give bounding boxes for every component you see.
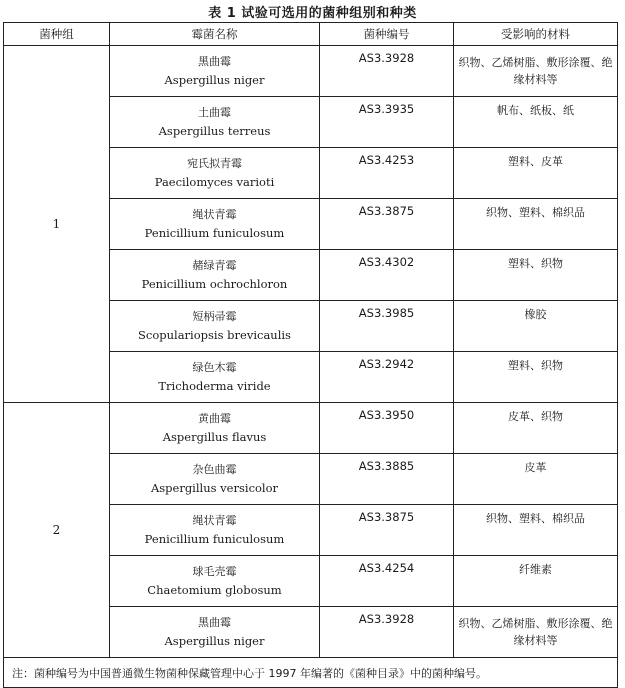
group-label: 2 xyxy=(4,403,110,658)
header-strain-code: 菌种编号 xyxy=(320,23,454,46)
fungus-name-cell xyxy=(110,403,320,454)
affected-materials: 织物、乙烯树脂、敷形涂覆、绝缘材料等 xyxy=(454,46,618,97)
fungus-chinese-name: 绳状青霉 xyxy=(192,208,237,221)
affected-materials: 皮革 xyxy=(454,454,618,505)
fungus-name-cell xyxy=(110,97,320,148)
fungus-latin-name: Penicillium funiculosum xyxy=(144,226,285,240)
fungus-name-cell xyxy=(110,352,320,403)
affected-materials: 塑料、织物 xyxy=(454,250,618,301)
strain-code: AS3.3935 xyxy=(320,97,454,148)
strain-code: AS3.3985 xyxy=(320,301,454,352)
fungus-chinese-name: 黑曲霉 xyxy=(198,616,231,629)
strain-code: AS3.3928 xyxy=(320,607,454,658)
fungus-latin-name: Aspergillus flavus xyxy=(162,430,267,444)
strain-code: AS3.4253 xyxy=(320,148,454,199)
fungus-chinese-name: 黑曲霉 xyxy=(198,55,231,68)
fungus-chinese-name: 宛氏拟青霉 xyxy=(187,157,242,170)
affected-materials: 织物、乙烯树脂、敷形涂覆、绝缘材料等 xyxy=(454,607,618,658)
affected-materials: 塑料、皮革 xyxy=(454,148,618,199)
header-fungus-name: 霉菌名称 xyxy=(110,23,320,46)
strain-code: AS3.2942 xyxy=(320,352,454,403)
fungus-name-cell xyxy=(110,556,320,607)
table-body xyxy=(4,46,618,658)
table-caption: 表 1 试验可选用的菌种组别和种类 xyxy=(208,6,417,21)
fungus-name-cell xyxy=(110,301,320,352)
fungus-name-cell xyxy=(110,505,320,556)
strain-code: AS3.3950 xyxy=(320,403,454,454)
fungi-table xyxy=(3,22,618,688)
fungus-latin-name: Penicillium ochrochloron xyxy=(141,277,288,291)
header-group: 菌种组 xyxy=(4,23,110,46)
fungus-latin-name: Penicillium funiculosum xyxy=(144,532,285,546)
fungus-name-cell xyxy=(110,250,320,301)
affected-materials: 塑料、织物 xyxy=(454,352,618,403)
fungus-latin-name: Scopulariopsis brevicaulis xyxy=(138,328,291,342)
fungus-latin-name: Paecilomyces varioti xyxy=(154,175,275,189)
fungus-name-cell xyxy=(110,454,320,505)
fungus-latin-name: Aspergillus versicolor xyxy=(150,481,279,495)
fungus-chinese-name: 短柄帚霉 xyxy=(192,310,237,323)
strain-code: AS3.4302 xyxy=(320,250,454,301)
fungus-name-cell xyxy=(110,148,320,199)
strain-code: AS3.4254 xyxy=(320,556,454,607)
strain-code: AS3.3875 xyxy=(320,199,454,250)
fungus-chinese-name: 黄曲霉 xyxy=(198,412,231,425)
table-row xyxy=(4,46,618,97)
fungus-chinese-name: 杂色曲霉 xyxy=(192,463,237,476)
group-label: 1 xyxy=(4,46,110,403)
strain-code: AS3.3885 xyxy=(320,454,454,505)
affected-materials: 织物、塑料、棉织品 xyxy=(454,505,618,556)
fungus-latin-name: Trichoderma viride xyxy=(158,379,271,393)
affected-materials: 织物、塑料、棉织品 xyxy=(454,199,618,250)
fungus-name-cell xyxy=(110,607,320,658)
header-affected-materials: 受影响的材料 xyxy=(454,23,618,46)
table-header-row xyxy=(4,23,618,46)
fungus-chinese-name: 绿色木霉 xyxy=(192,361,237,374)
fungus-chinese-name: 绳状青霉 xyxy=(192,514,237,527)
fungus-chinese-name: 赭绿青霉 xyxy=(192,259,237,272)
affected-materials: 帆布、纸板、纸 xyxy=(454,97,618,148)
fungus-chinese-name: 球毛壳霉 xyxy=(192,565,237,578)
strain-code: AS3.3875 xyxy=(320,505,454,556)
note-row xyxy=(4,658,618,688)
table-row xyxy=(4,403,618,454)
fungus-name-cell xyxy=(110,199,320,250)
fungus-latin-name: Aspergillus niger xyxy=(164,634,265,648)
fungus-name-cell xyxy=(110,46,320,97)
strain-code: AS3.3928 xyxy=(320,46,454,97)
fungus-latin-name: Aspergillus terreus xyxy=(158,124,271,138)
table-note: 注：菌种编号为中国普通微生物菌种保藏管理中心于 1997 年编著的《菌种目录》中的菌种编号。 xyxy=(4,658,618,688)
affected-materials: 纤维素 xyxy=(454,556,618,607)
fungus-chinese-name: 土曲霉 xyxy=(198,106,231,119)
affected-materials: 皮革、织物 xyxy=(454,403,618,454)
fungus-latin-name: Chaetomium globosum xyxy=(147,583,282,597)
fungus-latin-name: Aspergillus niger xyxy=(164,73,265,87)
affected-materials: 橡胶 xyxy=(454,301,618,352)
